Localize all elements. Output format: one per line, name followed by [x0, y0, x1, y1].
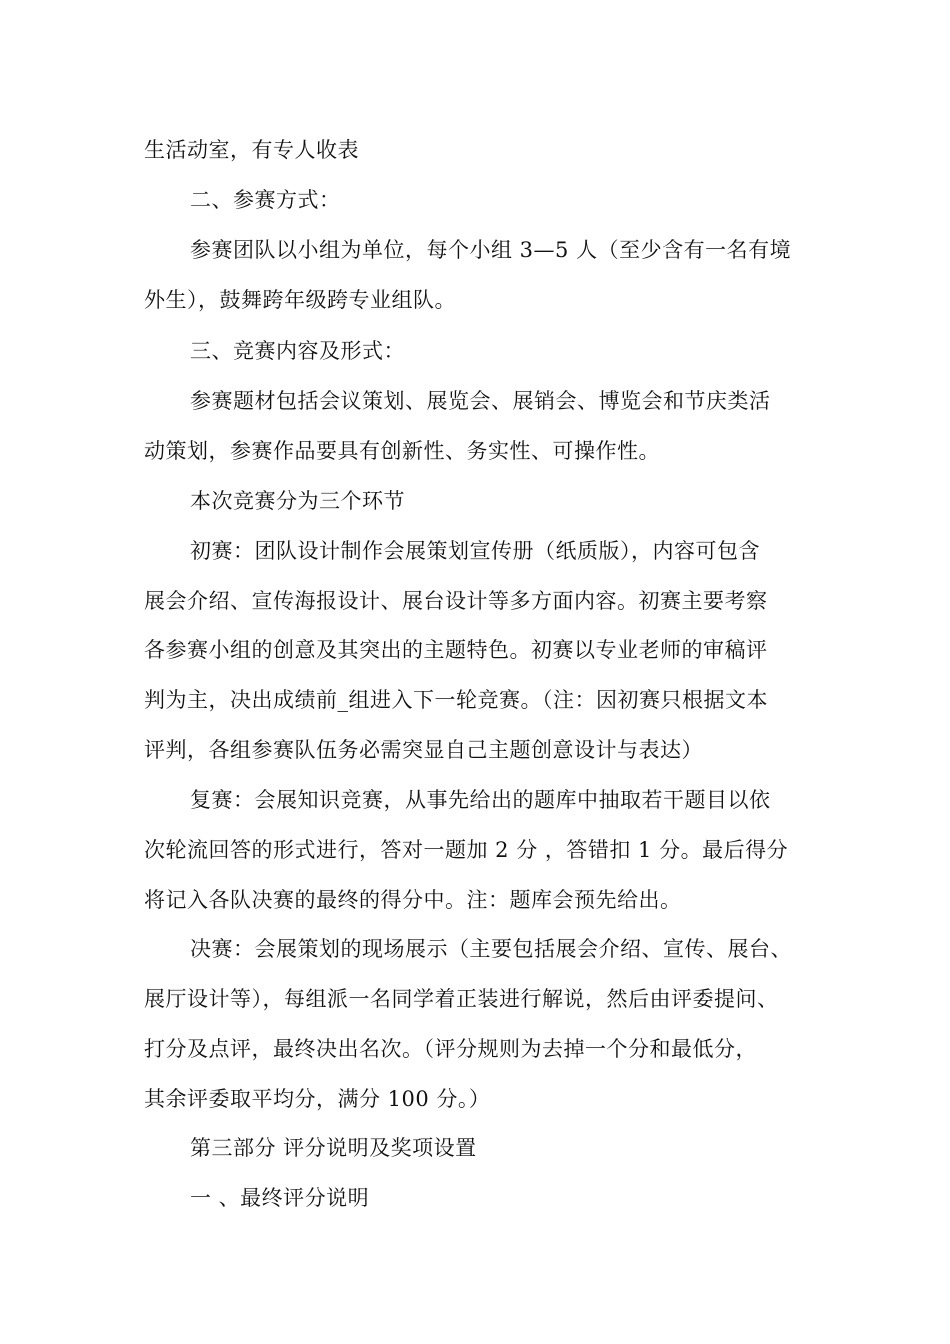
- text-line: 外生），鼓舞跨年级跨专业组队。: [144, 288, 456, 312]
- text-line: 次轮流回答的形式进行，答对一题加 2 分 ，答错扣 1 分。最后得分: [144, 838, 789, 862]
- text-line: 复赛：会展知识竞赛，从事先给出的题库中抽取若干题目以依: [190, 788, 771, 812]
- text-line: 展厅设计等），每组派一名同学着正装进行解说，然后由评委提问、: [144, 987, 779, 1011]
- text-line: 一 、最终评分说明: [190, 1186, 370, 1210]
- text-line: 二、参赛方式：: [190, 188, 341, 212]
- text-line: 动策划，参赛作品要具有创新性、务实性、可操作性。: [144, 439, 660, 463]
- text-line: 判为主，决出成绩前_组进入下一轮竞赛。（注：因初赛只根据文本: [144, 688, 768, 712]
- text-line: 三、竞赛内容及形式：: [190, 339, 405, 363]
- text-line: 参赛题材包括会议策划、展览会、展销会、博览会和节庆类活: [190, 389, 771, 413]
- text-line: 初赛：团队设计制作会展策划宣传册（纸质版），内容可包含: [190, 539, 760, 563]
- text-line: 参赛团队以小组为单位，每个小组 3—5 人（至少含有一名有境: [190, 238, 792, 262]
- text-line: 生活动室，有专人收表: [144, 138, 359, 162]
- text-line: 将记入各队决赛的最终的得分中。注：题库会预先给出。: [144, 888, 682, 912]
- text-line: 展会介绍、宣传海报设计、展台设计等多方面内容。初赛主要考察: [144, 589, 768, 613]
- text-line: 打分及点评，最终决出名次。（评分规则为去掉一个分和最低分，: [144, 1037, 757, 1061]
- text-line: 其余评委取平均分，满分 100 分。）: [144, 1087, 491, 1111]
- text-line: 决赛：会展策划的现场展示（主要包括展会介绍、宣传、展台、: [190, 937, 792, 961]
- text-line: 各参赛小组的创意及其突出的主题特色。初赛以专业老师的审稿评: [144, 638, 768, 662]
- text-line: 第三部分 评分说明及奖项设置: [190, 1136, 477, 1160]
- text-line: 评判，各组参赛队伍务必需突显自己主题创意设计与表达）: [144, 738, 703, 762]
- text-line: 本次竞赛分为三个环节: [190, 489, 405, 513]
